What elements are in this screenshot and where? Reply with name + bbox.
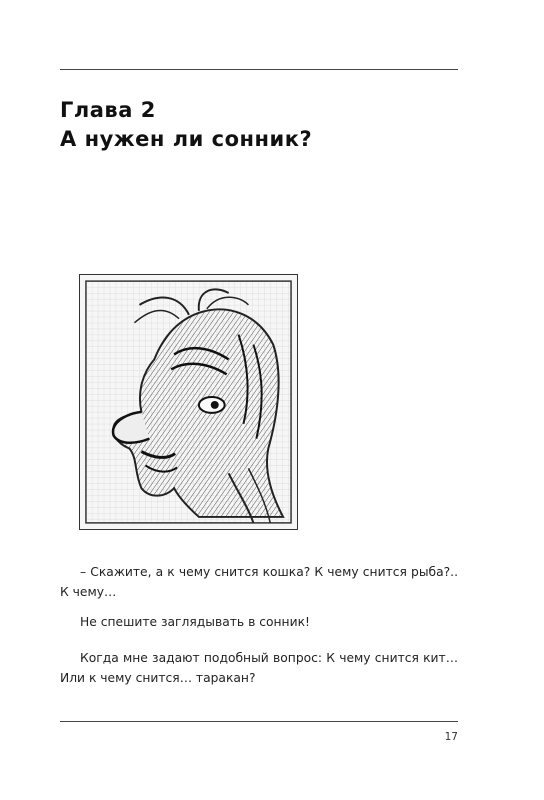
top-rule: [60, 69, 458, 70]
chapter-heading: [60, 96, 460, 154]
paragraph-text: Когда мне задают подобный вопрос: К чему снится кит… Или к чему снится… таракан?: [60, 651, 458, 685]
paragraph-text: – Скажите, а к чему снится кошка? К чему снится рыба?.. К чему…: [60, 565, 458, 599]
paragraph-2: [60, 612, 458, 632]
paragraph-text: Не спешите заглядывать в сонник!: [80, 615, 310, 629]
bottom-rule: [60, 721, 458, 722]
page-number: 17: [444, 731, 458, 743]
chapter-number: Глава 2: [60, 98, 156, 122]
caricature-drawing-icon: [80, 275, 297, 529]
paragraph-1: [60, 562, 458, 602]
paragraph-3: [60, 648, 458, 688]
caricature-illustration: [79, 274, 298, 530]
chapter-title: А нужен ли сонник?: [60, 127, 313, 151]
